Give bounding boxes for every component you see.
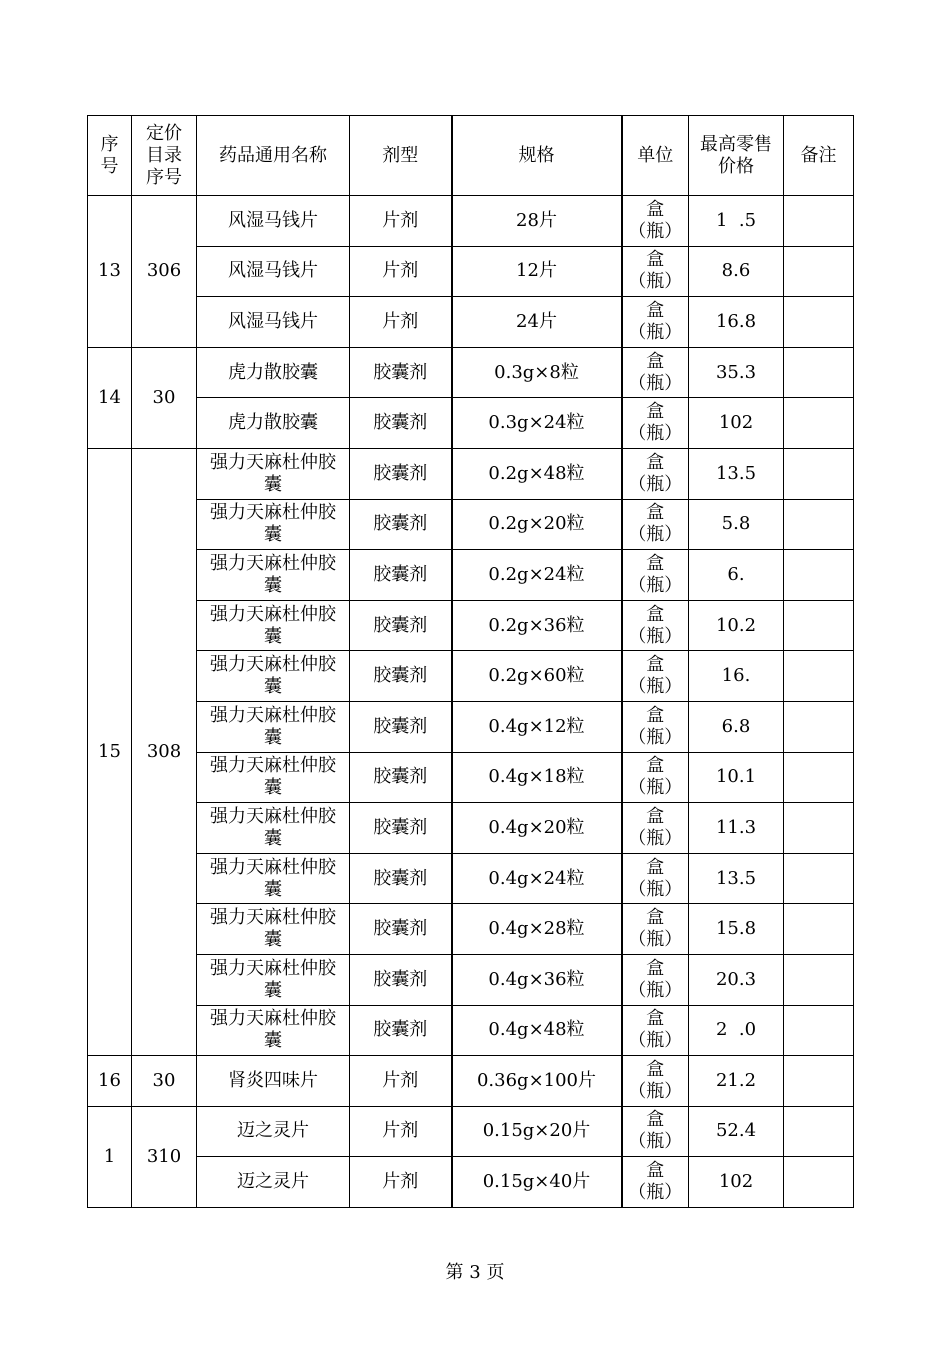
- table-row: [88, 803, 854, 854]
- specification-cell: 0.2g×24粒: [452, 550, 622, 601]
- header-specification: 规格: [452, 116, 622, 196]
- unit-cell: 盒（瓶）: [622, 651, 689, 702]
- unit-cell: 盒（瓶）: [622, 550, 689, 601]
- unit-cell: 盒（瓶）: [622, 1056, 689, 1107]
- header-dosage-form: 剂型: [350, 116, 452, 196]
- max-retail-price-cell: 35.3: [689, 347, 784, 398]
- unit-cell: 盒（瓶）: [622, 904, 689, 955]
- drug-price-table: [87, 115, 854, 1208]
- max-retail-price-cell: 52.4: [689, 1106, 784, 1157]
- group-index-cell: 16: [88, 1056, 132, 1107]
- specification-cell: 0.2g×36粒: [452, 600, 622, 651]
- table-row: [88, 1056, 854, 1107]
- remarks-cell: [784, 499, 854, 550]
- remarks-cell: [784, 803, 854, 854]
- dosage-form-cell: 胶囊剂: [350, 752, 452, 803]
- table-row: [88, 1106, 854, 1157]
- group-index-cell: 15: [88, 448, 132, 1055]
- dosage-form-cell: 胶囊剂: [350, 803, 452, 854]
- drug-name-cell: 虎力散胶囊: [197, 347, 350, 398]
- group-index-cell: 14: [88, 347, 132, 448]
- drug-name-cell: 迈之灵片: [197, 1157, 350, 1208]
- unit-cell: 盒（瓶）: [622, 954, 689, 1005]
- max-retail-price-cell: 16.8: [689, 297, 784, 348]
- drug-name-cell: 强力天麻杜仲胶囊: [197, 701, 350, 752]
- header-unit: 单位: [622, 116, 689, 196]
- drug-name-cell: 强力天麻杜仲胶囊: [197, 499, 350, 550]
- drug-name-cell: 风湿马钱片: [197, 297, 350, 348]
- table-body: [88, 196, 854, 1208]
- unit-cell: 盒（瓶）: [622, 398, 689, 449]
- remarks-cell: [784, 1157, 854, 1208]
- remarks-cell: [784, 651, 854, 702]
- max-retail-price-cell: 11.3: [689, 803, 784, 854]
- remarks-cell: [784, 246, 854, 297]
- unit-cell: 盒（瓶）: [622, 448, 689, 499]
- specification-cell: 0.2g×20粒: [452, 499, 622, 550]
- specification-cell: 0.15g×40片: [452, 1157, 622, 1208]
- remarks-cell: [784, 1056, 854, 1107]
- dosage-form-cell: 片剂: [350, 1157, 452, 1208]
- dosage-form-cell: 胶囊剂: [350, 853, 452, 904]
- dosage-form-cell: 胶囊剂: [350, 1005, 452, 1056]
- drug-name-cell: 强力天麻杜仲胶囊: [197, 954, 350, 1005]
- max-retail-price-cell: 2 .0: [689, 1005, 784, 1056]
- specification-cell: 12片: [452, 246, 622, 297]
- dosage-form-cell: 片剂: [350, 196, 452, 247]
- drug-name-cell: 强力天麻杜仲胶囊: [197, 853, 350, 904]
- max-retail-price-cell: 5.8: [689, 499, 784, 550]
- dosage-form-cell: 胶囊剂: [350, 448, 452, 499]
- specification-cell: 0.4g×48粒: [452, 1005, 622, 1056]
- max-retail-price-cell: 102: [689, 398, 784, 449]
- drug-name-cell: 强力天麻杜仲胶囊: [197, 550, 350, 601]
- header-remarks: 备注: [784, 116, 854, 196]
- max-retail-price-cell: 13.5: [689, 853, 784, 904]
- unit-cell: 盒（瓶）: [622, 752, 689, 803]
- unit-cell: 盒（瓶）: [622, 1106, 689, 1157]
- remarks-cell: [784, 550, 854, 601]
- dosage-form-cell: 胶囊剂: [350, 347, 452, 398]
- unit-cell: 盒（瓶）: [622, 347, 689, 398]
- remarks-cell: [784, 1106, 854, 1157]
- specification-cell: 0.4g×36粒: [452, 954, 622, 1005]
- dosage-form-cell: 胶囊剂: [350, 600, 452, 651]
- dosage-form-cell: 胶囊剂: [350, 398, 452, 449]
- dosage-form-cell: 胶囊剂: [350, 904, 452, 955]
- max-retail-price-cell: 15.8: [689, 904, 784, 955]
- unit-cell: 盒（瓶）: [622, 701, 689, 752]
- header-max-retail-price: 最高零售价格: [689, 116, 784, 196]
- drug-name-cell: 风湿马钱片: [197, 246, 350, 297]
- max-retail-price-cell: 10.2: [689, 600, 784, 651]
- specification-cell: 0.15g×20片: [452, 1106, 622, 1157]
- drug-name-cell: 强力天麻杜仲胶囊: [197, 651, 350, 702]
- remarks-cell: [784, 853, 854, 904]
- unit-cell: 盒（瓶）: [622, 246, 689, 297]
- page-number: 第 3 页: [445, 1262, 505, 1283]
- specification-cell: 0.3g×24粒: [452, 398, 622, 449]
- dosage-form-cell: 胶囊剂: [350, 550, 452, 601]
- table-row: [88, 651, 854, 702]
- specification-cell: 0.2g×48粒: [452, 448, 622, 499]
- drug-name-cell: 强力天麻杜仲胶囊: [197, 1005, 350, 1056]
- max-retail-price-cell: 102: [689, 1157, 784, 1208]
- specification-cell: 0.4g×18粒: [452, 752, 622, 803]
- max-retail-price-cell: 6.8: [689, 701, 784, 752]
- header-drug-name: 药品通用名称: [197, 116, 350, 196]
- dosage-form-cell: 胶囊剂: [350, 701, 452, 752]
- remarks-cell: [784, 398, 854, 449]
- header-row: [88, 116, 854, 196]
- specification-cell: 0.4g×12粒: [452, 701, 622, 752]
- specification-cell: 0.4g×24粒: [452, 853, 622, 904]
- remarks-cell: [784, 347, 854, 398]
- specification-cell: 28片: [452, 196, 622, 247]
- unit-cell: 盒（瓶）: [622, 499, 689, 550]
- table-row: [88, 246, 854, 297]
- drug-name-cell: 强力天麻杜仲胶囊: [197, 803, 350, 854]
- group-index-cell: 13: [88, 196, 132, 348]
- max-retail-price-cell: 16.: [689, 651, 784, 702]
- remarks-cell: [784, 954, 854, 1005]
- max-retail-price-cell: 6.: [689, 550, 784, 601]
- max-retail-price-cell: 20.3: [689, 954, 784, 1005]
- table-row: [88, 347, 854, 398]
- unit-cell: 盒（瓶）: [622, 1157, 689, 1208]
- specification-cell: 24片: [452, 297, 622, 348]
- specification-cell: 0.3g×8粒: [452, 347, 622, 398]
- table-row: [88, 954, 854, 1005]
- dosage-form-cell: 片剂: [350, 1056, 452, 1107]
- unit-cell: 盒（瓶）: [622, 196, 689, 247]
- remarks-cell: [784, 701, 854, 752]
- drug-name-cell: 强力天麻杜仲胶囊: [197, 904, 350, 955]
- table-row: [88, 701, 854, 752]
- table-row: [88, 752, 854, 803]
- remarks-cell: [784, 752, 854, 803]
- drug-name-cell: 强力天麻杜仲胶囊: [197, 752, 350, 803]
- unit-cell: 盒（瓶）: [622, 600, 689, 651]
- table-row: [88, 600, 854, 651]
- group-index-cell: 1: [88, 1106, 132, 1207]
- table-row: [88, 550, 854, 601]
- unit-cell: 盒（瓶）: [622, 853, 689, 904]
- max-retail-price-cell: 1 .5: [689, 196, 784, 247]
- remarks-cell: [784, 297, 854, 348]
- catalog-number-cell: 30: [132, 347, 197, 448]
- dosage-form-cell: 胶囊剂: [350, 954, 452, 1005]
- dosage-form-cell: 片剂: [350, 1106, 452, 1157]
- catalog-number-cell: 310: [132, 1106, 197, 1207]
- unit-cell: 盒（瓶）: [622, 803, 689, 854]
- specification-cell: 0.36g×100片: [452, 1056, 622, 1107]
- drug-name-cell: 迈之灵片: [197, 1106, 350, 1157]
- remarks-cell: [784, 600, 854, 651]
- remarks-cell: [784, 196, 854, 247]
- specification-cell: 0.4g×28粒: [452, 904, 622, 955]
- catalog-number-cell: 30: [132, 1056, 197, 1107]
- drug-name-cell: 虎力散胶囊: [197, 398, 350, 449]
- unit-cell: 盒（瓶）: [622, 1005, 689, 1056]
- header-catalog-number: 定价目录序号: [132, 116, 197, 196]
- dosage-form-cell: 片剂: [350, 297, 452, 348]
- specification-cell: 0.2g×60粒: [452, 651, 622, 702]
- catalog-number-cell: 308: [132, 448, 197, 1055]
- dosage-form-cell: 胶囊剂: [350, 651, 452, 702]
- header-index: 序号: [88, 116, 132, 196]
- table-row: [88, 1005, 854, 1056]
- remarks-cell: [784, 1005, 854, 1056]
- drug-name-cell: 肾炎四味片: [197, 1056, 350, 1107]
- dosage-form-cell: 胶囊剂: [350, 499, 452, 550]
- table-row: [88, 196, 854, 247]
- table-row: [88, 853, 854, 904]
- table-row: [88, 499, 854, 550]
- max-retail-price-cell: 13.5: [689, 448, 784, 499]
- table-row: [88, 904, 854, 955]
- table-row: [88, 297, 854, 348]
- table-row: [88, 398, 854, 449]
- drug-name-cell: 强力天麻杜仲胶囊: [197, 600, 350, 651]
- specification-cell: 0.4g×20粒: [452, 803, 622, 854]
- unit-cell: 盒（瓶）: [622, 297, 689, 348]
- max-retail-price-cell: 8.6: [689, 246, 784, 297]
- max-retail-price-cell: 10.1: [689, 752, 784, 803]
- drug-name-cell: 强力天麻杜仲胶囊: [197, 448, 350, 499]
- table-row: [88, 1157, 854, 1208]
- table-header: [88, 116, 854, 196]
- drug-name-cell: 风湿马钱片: [197, 196, 350, 247]
- max-retail-price-cell: 21.2: [689, 1056, 784, 1107]
- table-row: [88, 448, 854, 499]
- remarks-cell: [784, 448, 854, 499]
- catalog-number-cell: 306: [132, 196, 197, 348]
- dosage-form-cell: 片剂: [350, 246, 452, 297]
- remarks-cell: [784, 904, 854, 955]
